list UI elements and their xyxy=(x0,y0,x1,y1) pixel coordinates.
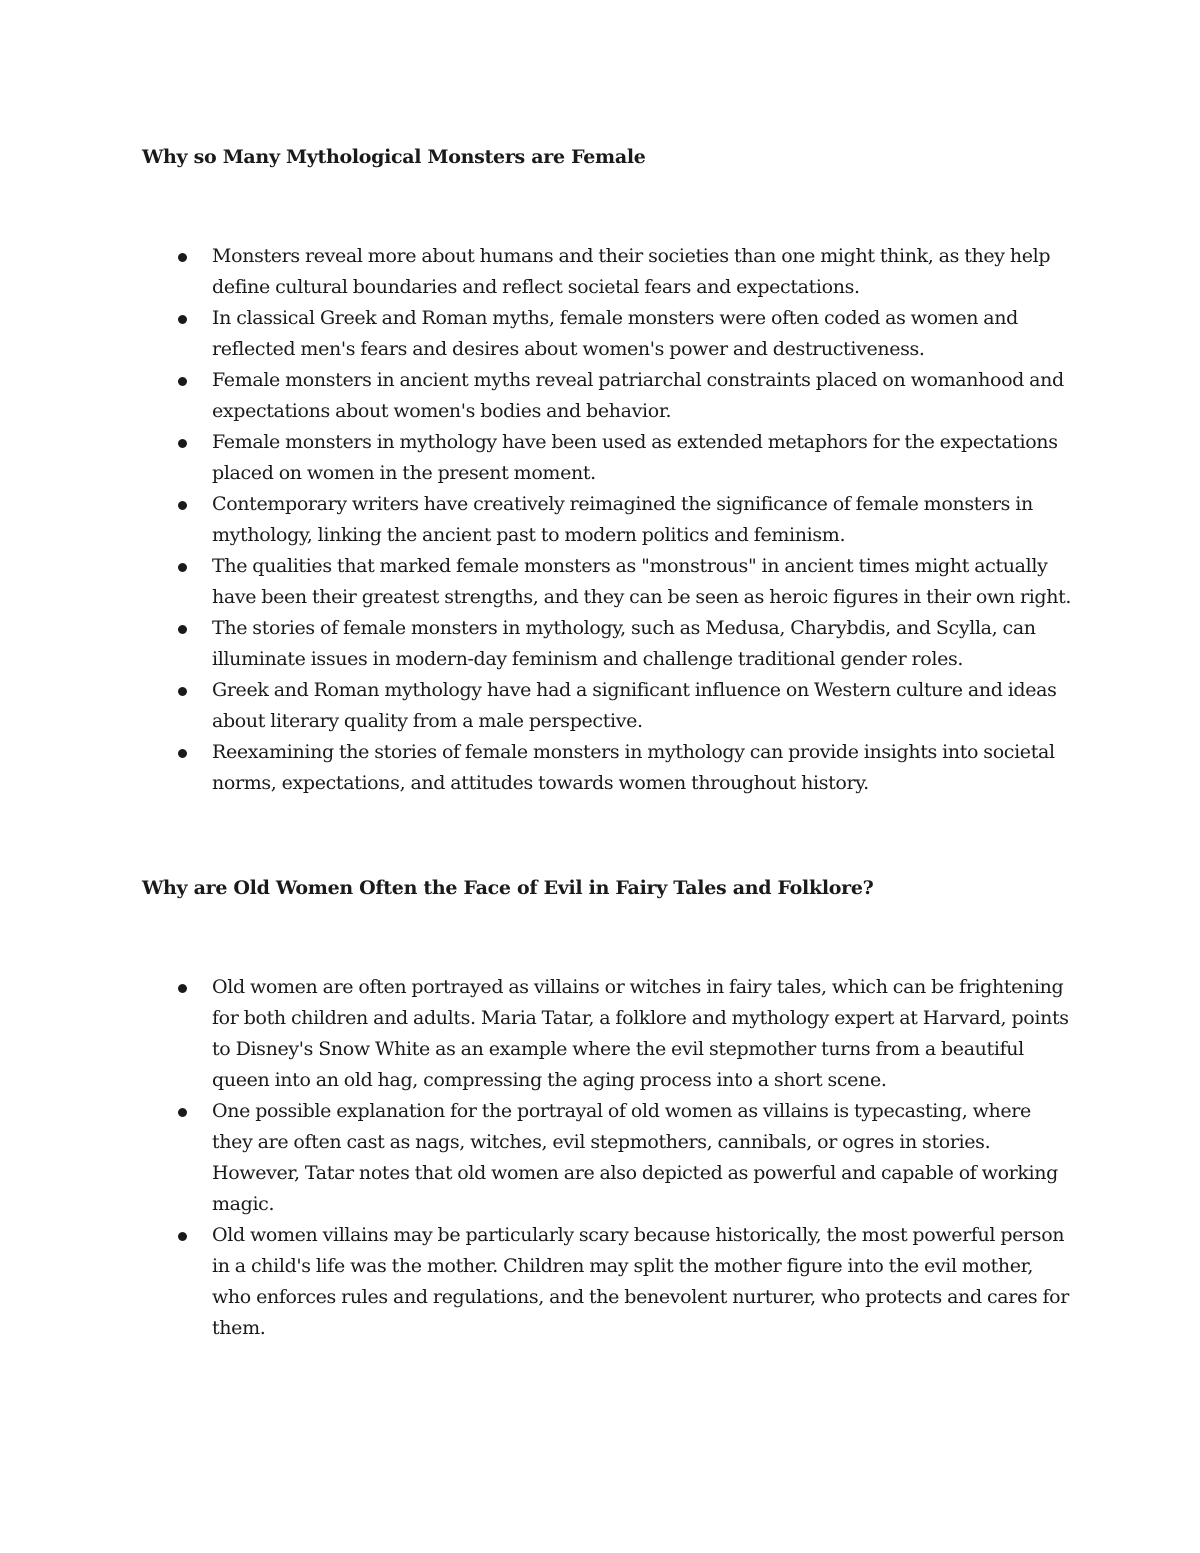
list-item xyxy=(142,1096,1072,1220)
bullet-icon xyxy=(178,315,187,324)
section-female-monsters xyxy=(142,143,1082,799)
section-heading: Why are Old Women Often the Face of Evil in Fairy Tales and Folklore? xyxy=(142,877,874,899)
list-item xyxy=(142,489,1072,551)
list-item-text: Contemporary writers have creatively reimagined the significance of female monsters in mythology, linking the ancient past to modern politics and feminism. xyxy=(212,493,1033,546)
bullet-icon xyxy=(178,253,187,262)
list-item-text: One possible explanation for the portrayal of old women as villains is typecasting, where they are often cast as nags, witches, evil stepmothers, cannibals, or ogres in stories. However, Tatar notes that old women are also depicted as powerful and capable of working magic. xyxy=(212,1100,1058,1215)
list-item xyxy=(142,613,1072,675)
list-item-text: Reexamining the stories of female monsters in mythology can provide insights into societal norms, expectations, and attitudes towards women throughout history. xyxy=(212,741,1055,794)
list-item xyxy=(142,551,1072,613)
list-item xyxy=(142,365,1072,427)
bullet-icon xyxy=(178,687,187,696)
list-item xyxy=(142,972,1072,1096)
bullet-list xyxy=(142,241,1082,799)
bullet-icon xyxy=(178,749,187,758)
list-item xyxy=(142,303,1072,365)
bullet-icon xyxy=(178,501,187,510)
list-item xyxy=(142,737,1072,799)
list-item-text: Greek and Roman mythology have had a significant influence on Western culture and ideas about literary quality from a male perspective. xyxy=(212,679,1057,732)
list-item-text: Female monsters in mythology have been used as extended metaphors for the expectations placed on women in the present moment. xyxy=(212,431,1058,484)
bullet-icon xyxy=(178,1232,187,1241)
list-item-text: The qualities that marked female monsters as "monstrous" in ancient times might actually have been their greatest strengths, and they can be seen as heroic figures in their own right. xyxy=(212,555,1072,608)
list-item-text: Old women are often portrayed as villains or witches in fairy tales, which can be frightening for both children and adults. Maria Tatar, a folklore and mythology expert at Harvard, points to Disney's Snow White as an example where the evil stepmother turns from a beautiful queen into an old hag, compressing the aging process into a short scene. xyxy=(212,976,1069,1091)
list-item xyxy=(142,427,1072,489)
bullet-icon xyxy=(178,439,187,448)
list-item xyxy=(142,241,1072,303)
list-item-text: Old women villains may be particularly scary because historically, the most powerful person in a child's life was the mother. Children may split the mother figure into the evil mother, who enforces rules and regulations, and the benevolent nurturer, who protects and cares for them. xyxy=(212,1224,1069,1339)
bullet-list xyxy=(142,972,1082,1344)
list-item-text: In classical Greek and Roman myths, female monsters were often coded as women and reflected men's fears and desires about women's power and destructiveness. xyxy=(212,307,1018,360)
section-old-women-evil xyxy=(142,874,1082,1344)
list-item xyxy=(142,1220,1072,1344)
list-item-text: Female monsters in ancient myths reveal patriarchal constraints placed on womanhood and expectations about women's bodies and behavior. xyxy=(212,369,1064,422)
bullet-icon xyxy=(178,984,187,993)
list-item-text: The stories of female monsters in mythology, such as Medusa, Charybdis, and Scylla, can illuminate issues in modern-day feminism and challenge traditional gender roles. xyxy=(212,617,1036,670)
bullet-icon xyxy=(178,625,187,634)
list-item-text: Monsters reveal more about humans and their societies than one might think, as they help define cultural boundaries and reflect societal fears and expectations. xyxy=(212,245,1051,298)
section-heading: Why so Many Mythological Monsters are Female xyxy=(142,146,646,168)
bullet-icon xyxy=(178,1108,187,1117)
bullet-icon xyxy=(178,563,187,572)
bullet-icon xyxy=(178,377,187,386)
list-item xyxy=(142,675,1072,737)
